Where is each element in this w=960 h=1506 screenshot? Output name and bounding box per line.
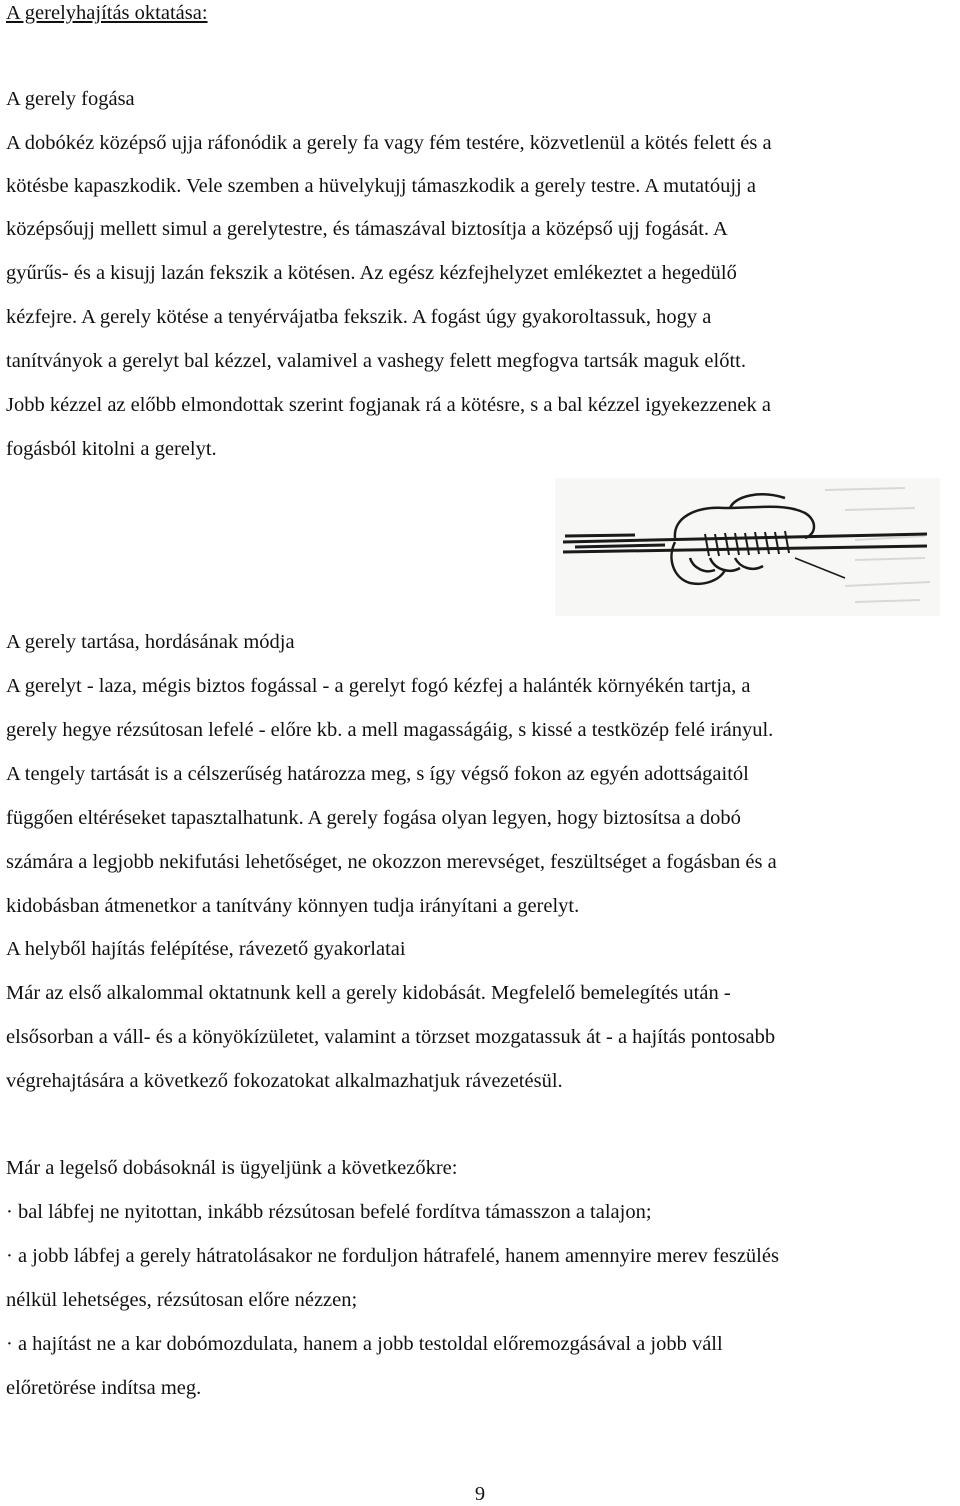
paragraph-line: A dobókéz középső ujja ráfonódik a gerely fa vagy fém testére, közvetlenül a kötés felett és a (6, 132, 772, 154)
paragraph-line: számára a legjobb nekifutási lehetőséget, ne okozzon merevséget, feszültséget a fogásban és a (6, 851, 777, 873)
section-heading-standing-throw: A helyből hajítás felépítése, rávezető gyakorlatai (6, 938, 406, 960)
paragraph-line: fogásból kitolni a gerelyt. (6, 438, 217, 460)
javelin-grip-illustration (555, 478, 940, 616)
paragraph-line: A tengely tartását is a célszerűség határozza meg, s így végső fokon az egyén adottságaitól (6, 763, 749, 785)
section-heading-grip: A gerely fogása (6, 88, 135, 110)
document-title: A gerelyhajítás oktatása: (6, 2, 208, 24)
list-item: · a hajítást ne a kar dobómozdulata, hanem a jobb testoldal előremozgásával a jobb váll (6, 1333, 723, 1355)
paragraph-line: középsőujj mellett simul a gerelytestre, és támaszával biztosítja a középső ujj fogását. A (6, 218, 728, 240)
list-item: · a jobb lábfej a gerely hátratolásakor ne forduljon hátrafelé, hanem amennyire merev feszülés (6, 1245, 779, 1267)
paragraph-line: gerely hegye rézsútosan lefelé - előre kb. a mell magasságáig, s kissé a testközép felé irányul. (6, 719, 774, 741)
paragraph-line: kötésbe kapaszkodik. Vele szemben a hüvelykujj támaszkodik a gerely testre. A mutatóujj a (6, 175, 756, 197)
paragraph-line: kidobásban átmenetkor a tanítvány könnyen tudja irányítani a gerelyt. (6, 895, 580, 917)
paragraph-line: végrehajtására a következő fokozatokat alkalmazhatjuk rávezetésül. (6, 1070, 563, 1092)
paragraph-line: gyűrűs- és a kisujj lazán fekszik a kötésen. Az egész kézfejhelyzet emlékeztet a hegedülő (6, 262, 737, 284)
list-intro: Már a legelső dobásoknál is ügyeljünk a következőkre: (6, 1157, 458, 1179)
page-number: 9 (474, 1483, 486, 1505)
paragraph-line: függően eltéréseket tapasztalhatunk. A gerely fogása olyan legyen, hogy biztosítsa a dobó (6, 807, 741, 829)
list-item: · bal lábfej ne nyitottan, inkább rézsútosan befelé fordítva támasszon a talajon; (6, 1201, 652, 1223)
paragraph-line: elsősorban a váll- és a könyökízületet, valamint a törzset mozgatassuk át - a hajítás pontosabb (6, 1026, 776, 1048)
paragraph-line: A gerelyt - laza, mégis biztos fogással - a gerelyt fogó kézfej a halánték környékén tartja, a (6, 675, 751, 697)
list-item-continuation: előretörése indítsa meg. (6, 1377, 202, 1399)
paragraph-line: kézfejre. A gerely kötése a tenyérvájatba fekszik. A fogást úgy gyakoroltassuk, hogy a (6, 306, 712, 328)
paragraph-line: Jobb kézzel az előbb elmondottak szerint fogjanak rá a kötésre, s a bal kézzel igyekezzenek a (6, 394, 771, 416)
list-item-continuation: nélkül lehetséges, rézsútosan előre nézzen; (6, 1289, 358, 1311)
paragraph-line: Már az első alkalommal oktatnunk kell a gerely kidobását. Megfelelő bemelegítés után - (6, 982, 731, 1004)
paragraph-line: tanítványok a gerelyt bal kézzel, valamivel a vashegy felett megfogva tartsák maguk előtt. (6, 350, 746, 372)
section-heading-holding: A gerely tartása, hordásának módja (6, 631, 295, 653)
